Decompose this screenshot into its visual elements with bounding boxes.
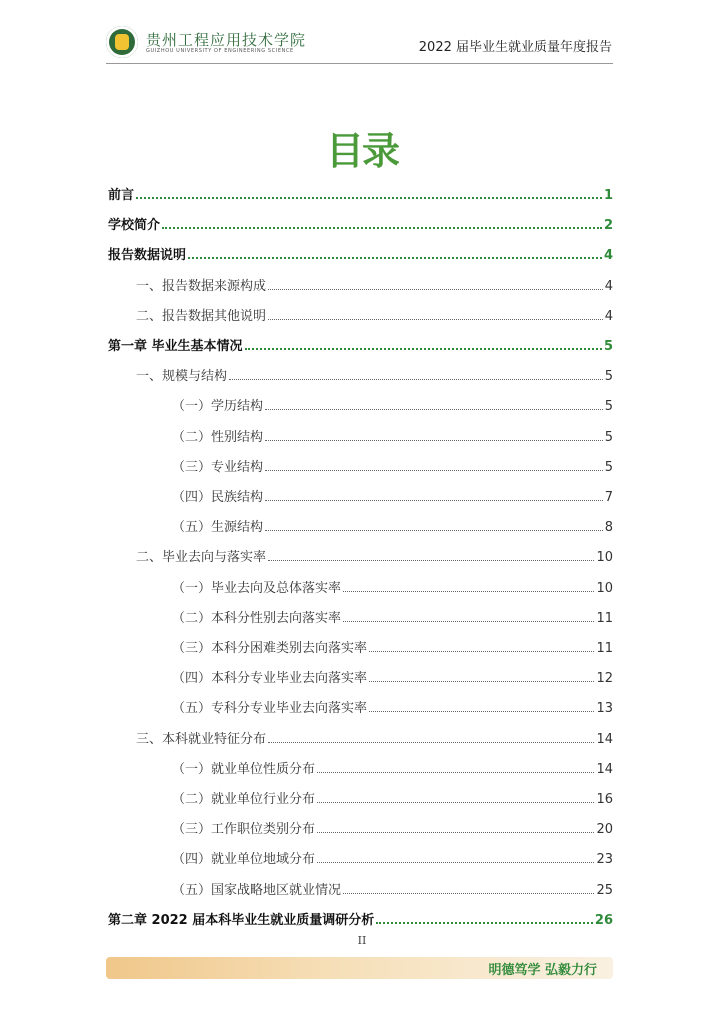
toc-entry-title: （三）专业结构 <box>172 460 264 475</box>
toc-leader-dots <box>229 379 603 380</box>
toc-leader-dots <box>343 591 594 592</box>
toc-entry-title: 二、毕业去向与落实率 <box>136 550 267 565</box>
toc-entry[interactable] <box>172 515 613 535</box>
toc-leader-dots <box>268 319 603 320</box>
toc-entry[interactable] <box>172 666 613 686</box>
toc-leader-dots <box>268 560 594 561</box>
toc-entry[interactable] <box>172 485 613 505</box>
toc-entry[interactable] <box>172 636 613 656</box>
toc-entry-title: （二）本科分性别去向落实率 <box>172 611 342 626</box>
toc-entry[interactable] <box>136 727 613 747</box>
toc-leader-dots <box>376 922 593 924</box>
toc-entry[interactable] <box>108 183 613 203</box>
footer-motto: 明德笃学 弘毅力行 <box>488 963 597 978</box>
header-divider <box>106 63 613 64</box>
toc-entry[interactable] <box>172 425 613 445</box>
school-name-cn: 贵州工程应用技术学院 <box>146 31 307 49</box>
toc-entry-title: 一、报告数据来源构成 <box>136 279 267 294</box>
toc-leader-dots <box>265 409 603 410</box>
toc-entry-page: 11 <box>596 641 613 656</box>
toc-leader-dots <box>317 832 594 833</box>
toc-entry[interactable] <box>172 394 613 414</box>
toc-entry-page: 4 <box>604 309 613 324</box>
toc-entry-title: （四）本科分专业毕业去向落实率 <box>172 671 368 686</box>
toc-leader-dots <box>343 893 594 894</box>
toc-entry-page: 2 <box>603 218 613 233</box>
toc-entry-page: 10 <box>596 550 613 565</box>
toc-entry-page: 10 <box>596 581 613 596</box>
toc-leader-dots <box>268 289 603 290</box>
toc-entry-title: （三）本科分困难类别去向落实率 <box>172 641 368 656</box>
toc-entry[interactable] <box>136 545 613 565</box>
toc-leader-dots <box>369 711 594 712</box>
toc-leader-dots <box>317 802 594 803</box>
toc-leader-dots <box>265 500 603 501</box>
toc-leader-dots <box>162 227 602 229</box>
toc-entry-title: （一）学历结构 <box>172 399 264 414</box>
toc-entry-page: 5 <box>604 369 613 384</box>
toc-entry-page: 5 <box>603 339 613 354</box>
toc-entry-title: 第二章 2022 届本科毕业生就业质量调研分析 <box>108 913 375 928</box>
footer-bar <box>106 957 613 979</box>
toc-entry-page: 23 <box>596 852 613 867</box>
toc-entry-page: 4 <box>604 279 613 294</box>
toc-leader-dots <box>265 530 603 531</box>
toc-entry-title: 学校简介 <box>108 218 161 233</box>
toc-entry-title: （五）专科分专业毕业去向落实率 <box>172 701 368 716</box>
toc-entry-page: 5 <box>604 460 613 475</box>
toc-entry[interactable] <box>172 606 613 626</box>
toc-entry-page: 5 <box>604 399 613 414</box>
toc-entry-page: 14 <box>596 732 613 747</box>
toc-entry[interactable] <box>108 213 613 233</box>
toc-entry-page: 8 <box>604 520 613 535</box>
toc-entry-title: （一）毕业去向及总体落实率 <box>172 581 342 596</box>
toc-entry[interactable] <box>108 334 613 354</box>
toc-entry-title: （五）生源结构 <box>172 520 264 535</box>
toc-entry-page: 7 <box>604 490 613 505</box>
toc-entry-title: （五）国家战略地区就业情况 <box>172 883 342 898</box>
toc-entry-title: 一、规模与结构 <box>136 369 228 384</box>
toc-entry-page: 1 <box>603 188 613 203</box>
toc-entry[interactable] <box>108 243 613 263</box>
toc-leader-dots <box>265 470 603 471</box>
school-logo-icon <box>106 26 138 58</box>
toc-entry-title: 第一章 毕业生基本情况 <box>108 339 243 354</box>
toc-leader-dots <box>188 257 602 259</box>
toc-entry-title: 三、本科就业特征分布 <box>136 732 267 747</box>
toc-entry-page: 20 <box>596 822 613 837</box>
toc-entry[interactable] <box>172 787 613 807</box>
toc-entry-page: 13 <box>596 701 613 716</box>
toc-leader-dots <box>265 440 603 441</box>
toc-entry[interactable] <box>172 757 613 777</box>
toc-entry-title: （二）就业单位行业分布 <box>172 792 316 807</box>
toc-entry[interactable] <box>108 908 613 928</box>
toc-leader-dots <box>317 772 594 773</box>
toc-entry[interactable] <box>172 847 613 867</box>
toc-entry-page: 16 <box>596 792 613 807</box>
toc-entry-title: 前言 <box>108 188 135 203</box>
page-number: II <box>357 934 367 947</box>
toc-entry[interactable] <box>172 878 613 898</box>
toc-entry-title: （三）工作职位类别分布 <box>172 822 316 837</box>
toc-entry-title: （一）就业单位性质分布 <box>172 762 316 777</box>
toc-entry-page: 12 <box>596 671 613 686</box>
toc-entry-page: 5 <box>604 430 613 445</box>
toc-entry-title: （二）性别结构 <box>172 430 264 445</box>
toc-leader-dots <box>136 197 602 199</box>
toc-leader-dots <box>268 742 594 743</box>
toc-entry-page: 14 <box>596 762 613 777</box>
toc-title: 目录 <box>325 128 398 173</box>
report-title: 2022 届毕业生就业质量年度报告 <box>418 40 612 55</box>
school-name-en: GUIZHOU UNIVERSITY OF ENGINEERING SCIENCE <box>146 48 294 54</box>
toc-entry[interactable] <box>172 696 613 716</box>
toc-leader-dots <box>369 681 594 682</box>
toc-entry-title: （四）就业单位地域分布 <box>172 852 316 867</box>
toc-entry-page: 11 <box>596 611 613 626</box>
toc-entry[interactable] <box>172 576 613 596</box>
toc-entry[interactable] <box>172 455 613 475</box>
toc-entry-page: 26 <box>594 913 613 928</box>
toc-entry[interactable] <box>136 274 613 294</box>
toc-leader-dots <box>317 862 594 863</box>
toc-leader-dots <box>369 651 594 652</box>
toc-entry[interactable] <box>136 304 613 324</box>
toc-entry-title: 报告数据说明 <box>108 248 187 263</box>
toc-leader-dots <box>343 621 594 622</box>
toc-entry[interactable] <box>136 364 613 384</box>
toc-entry-title: 二、报告数据其他说明 <box>136 309 267 324</box>
toc-entry-title: （四）民族结构 <box>172 490 264 505</box>
toc-entry[interactable] <box>172 817 613 837</box>
page-header <box>0 0 724 70</box>
toc-entry-page: 25 <box>596 883 613 898</box>
toc-entry-page: 4 <box>603 248 613 263</box>
toc-leader-dots <box>245 348 602 350</box>
